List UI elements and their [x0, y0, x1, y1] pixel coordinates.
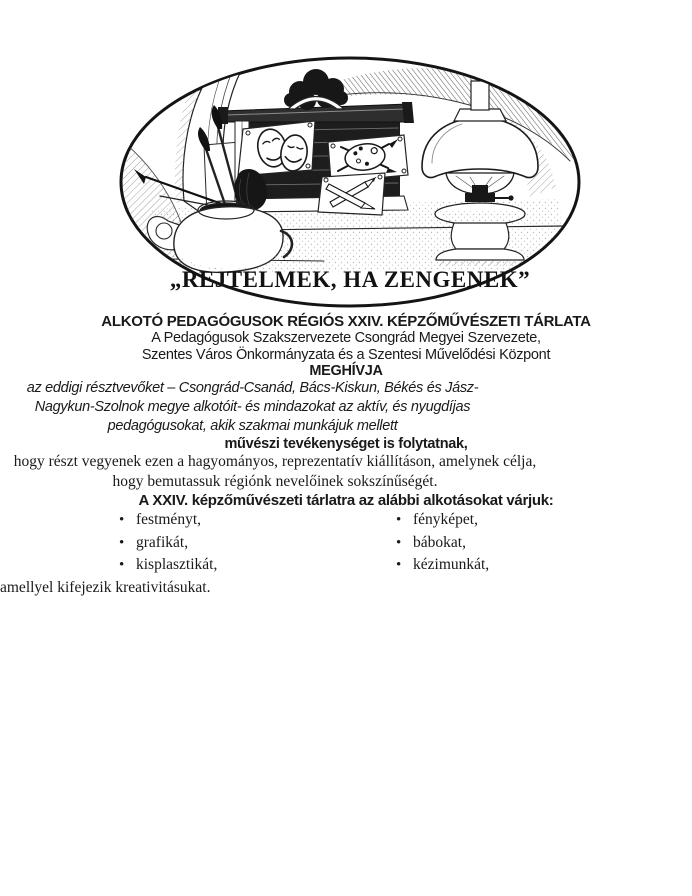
list-item: • fényképet, — [395, 509, 489, 532]
flyer-body — [0, 313, 692, 597]
list-item: • kisplasztikát, — [118, 554, 217, 577]
organizers — [0, 330, 692, 363]
list-item: • festményt, — [118, 509, 217, 532]
lamp-chimney — [471, 81, 489, 110]
cover-illustration — [88, 51, 612, 313]
exhibition-title: ALKOTÓ PEDAGÓGUSOK RÉGIÓS XXIV. KÉPZŐMŰVÉSZETI TÁRLATA — [101, 313, 591, 330]
lamp-collar — [454, 109, 506, 121]
purpose-paragraph: hogy részt vegyenek ezen a hagyományos, reprezentatív kiállításon, amelynek célja, hogy bemutassuk régiónk nevelőinek sokszínűségét. — [13, 453, 537, 490]
activity-line: művészi tevékenységet is folytatnak, — [224, 436, 468, 452]
artwork-list-right — [395, 509, 489, 577]
call-for-artworks-heading: A XXIV. képzőművészeti tárlatra az alábbi alkotásokat várjuk: — [138, 492, 554, 509]
list-item: • kézimunkát, — [395, 554, 489, 577]
list-item: • grafikát, — [118, 532, 217, 555]
pencils-paper — [318, 173, 385, 215]
closing-line: amellyel kifejezik kreativitásukat. — [0, 579, 211, 596]
list-item: • bábokat, — [395, 532, 489, 555]
organizers-line-1: A Pedagógusok Szakszervezete Csongrád Megyei Szervezete, — [151, 330, 541, 346]
invite-word: MEGHÍVJA — [309, 363, 383, 379]
organizers-line-2: Szentes Város Önkormányzata és a Szentesi Művelődési Központ — [141, 346, 551, 363]
artwork-lists — [0, 509, 692, 579]
invitees-paragraph: az eddigi résztvevőket – Csongrád-Csanád, Bács-Kiskun, Békés és Jász-Nagykun-Szolnok megye alkotóit- és mindazokat az aktív, és nyugdíjas pedagógusokat, akik szakmai munkájuk mellett — [26, 380, 479, 434]
artwork-list-left — [118, 509, 217, 577]
theater-masks-paper — [238, 121, 315, 176]
illustration-caption: „REJTELMEK, HA ZENGENEK” — [169, 267, 531, 292]
illustration-scene — [106, 61, 575, 273]
